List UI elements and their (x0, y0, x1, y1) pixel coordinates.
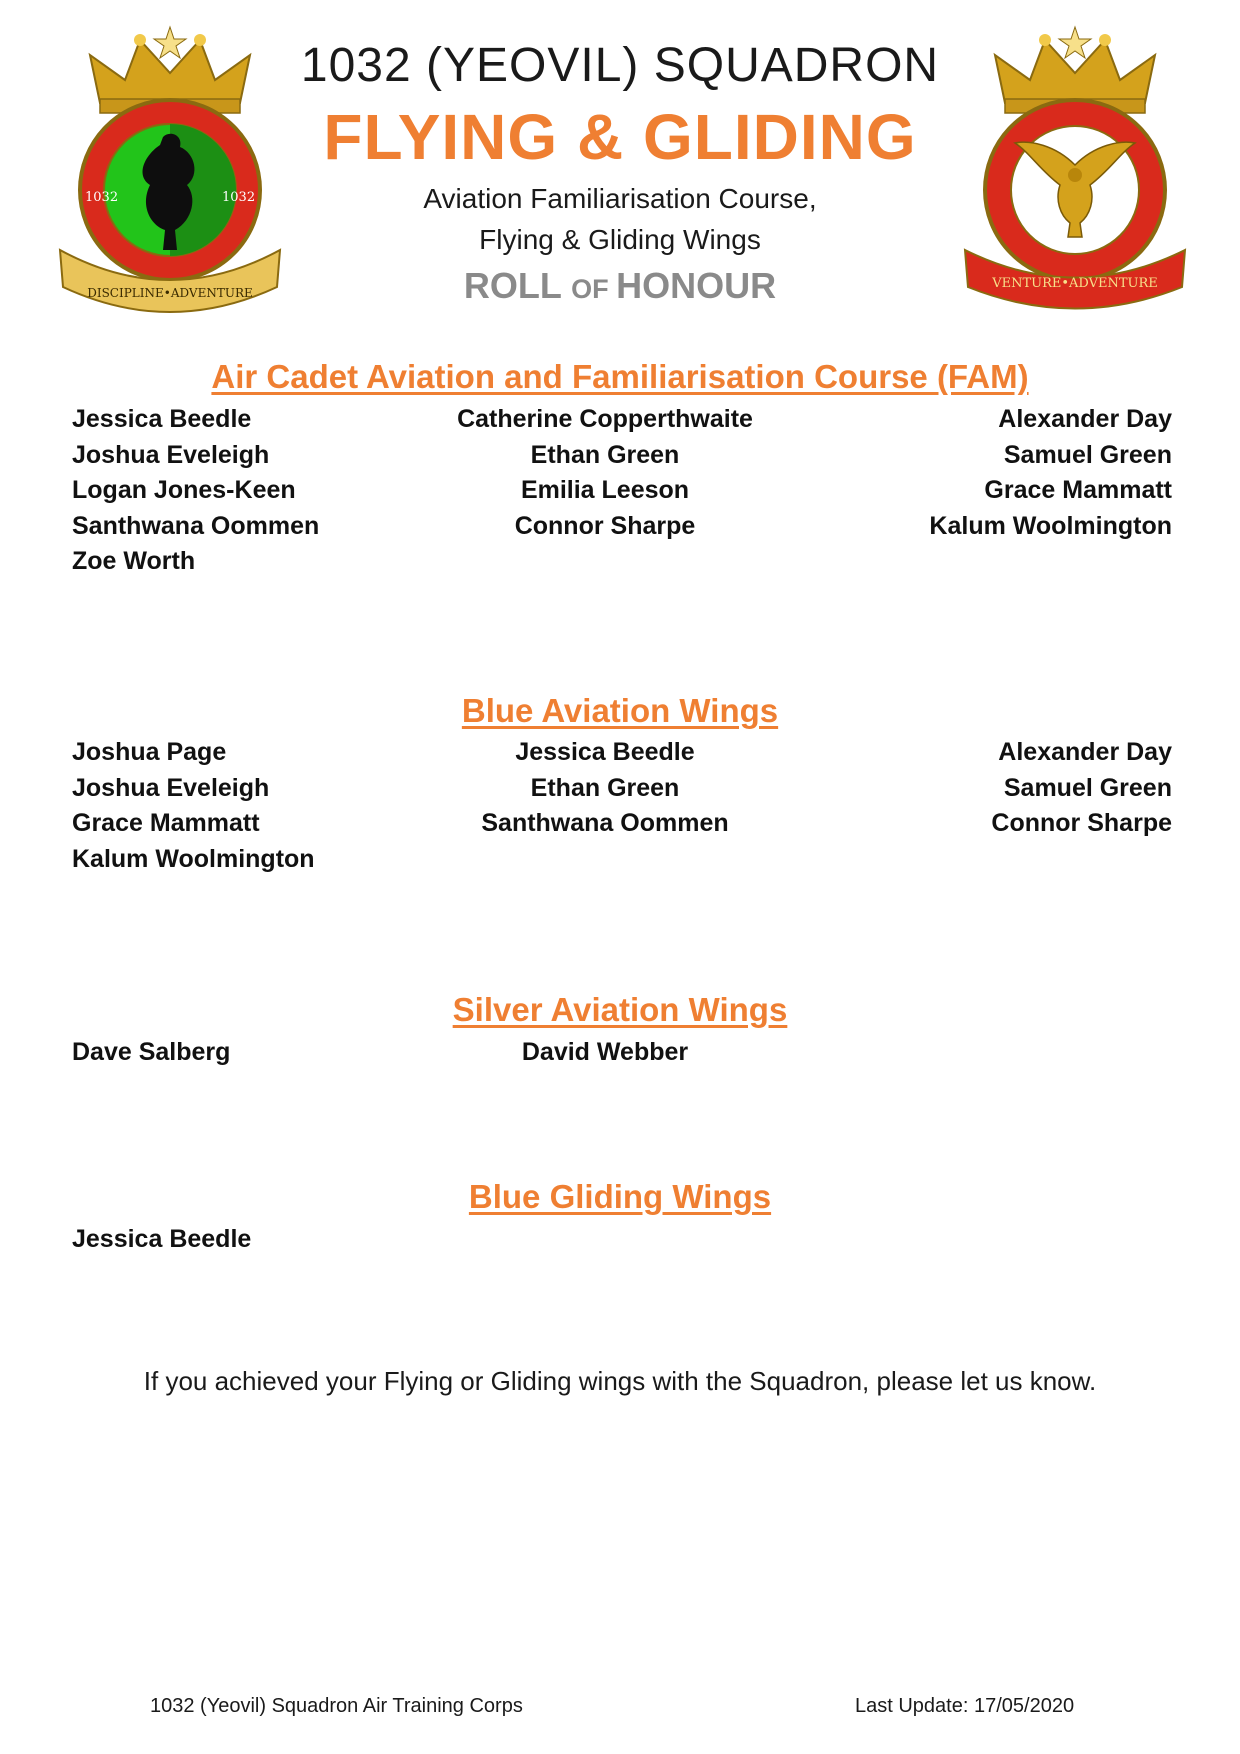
honour-name: Kalum Woolmington (72, 844, 315, 873)
honour-name: Alexander Day (998, 738, 1172, 766)
silver-aviation-left-column (72, 1035, 432, 1071)
fam-right-column (820, 402, 1172, 544)
honour-name: Zoe Worth (72, 547, 196, 575)
honour-name: Emilia Leeson (520, 476, 690, 504)
honour-name: Samuel Green (1003, 773, 1172, 802)
blue-gliding-left-column (72, 1222, 432, 1258)
svg-text:DISCIPLINE•ADVENTURE: DISCIPLINE•ADVENTURE (87, 286, 253, 300)
corps-badge-right (960, 25, 1190, 325)
honour-name: Jessica Beedle (72, 405, 252, 433)
main-title: FLYING & GLIDING (323, 101, 917, 173)
honour-name: Santhwana Oommen (72, 511, 320, 540)
svg-text:1032: 1032 (85, 190, 119, 205)
subtitle-line-1: Aviation Familiarisation Course, (423, 183, 817, 214)
honour-name: Ethan Green (530, 773, 680, 802)
page-header (300, 36, 940, 313)
honour-name: Alexander Day (998, 405, 1172, 433)
squadron-title: 1032 (YEOVIL) SQUADRON (300, 39, 940, 92)
squadron-badge-left (55, 25, 285, 325)
footer-last-update: Last Update: 17/05/2020 (855, 1695, 1075, 1717)
honour-name: Kalum Woolmington (929, 511, 1172, 540)
honour-name: Joshua Eveleigh (72, 773, 270, 802)
fam-heading: Air Cadet Aviation and Familiarisation Course (FAM) (211, 358, 1029, 395)
fam-mid-column (420, 402, 790, 544)
honour-name: Connor Sharpe (991, 809, 1172, 837)
honour-name: Ethan Green (530, 440, 680, 469)
svg-text:1032: 1032 (222, 190, 256, 205)
blue-aviation-heading: Blue Aviation Wings (461, 692, 779, 729)
honour-name: Grace Mammatt (72, 809, 260, 837)
footer-organisation: 1032 (Yeovil) Squadron Air Training Corps (150, 1695, 523, 1717)
honour-name: Catherine Copperthwaite (457, 405, 753, 433)
fam-left-column (72, 402, 432, 580)
honour-name: Santhwana Oommen (481, 809, 729, 837)
blue-aviation-right-column (820, 735, 1172, 842)
contact-note: If you achieved your Flying or Gliding wings with the Squadron, please let us know. (143, 1366, 1097, 1396)
honour-name: Grace Mammatt (984, 476, 1172, 504)
eagle-crest-icon (960, 25, 1190, 325)
honour-name: Samuel Green (1003, 440, 1172, 469)
svg-text:VENTURE•ADVENTURE: VENTURE•ADVENTURE (992, 276, 1158, 291)
roll-of-honour-title (300, 262, 940, 313)
honour-name: Joshua Page (72, 738, 227, 766)
honour-name: Jessica Beedle (515, 738, 695, 766)
honour-word: HONOUR (616, 265, 777, 306)
roll-word: ROLL (463, 265, 572, 306)
blue-aviation-mid-column (420, 735, 790, 842)
blue-gliding-heading: Blue Gliding Wings (468, 1178, 772, 1215)
eagle-crest-icon (55, 25, 285, 325)
silver-aviation-mid-column (420, 1035, 790, 1071)
honour-name: Jessica Beedle (72, 1225, 252, 1253)
of-word: OF (571, 274, 617, 304)
honour-name: Connor Sharpe (514, 511, 696, 540)
silver-aviation-heading: Silver Aviation Wings (452, 991, 788, 1028)
honour-name: Dave Salberg (72, 1038, 231, 1066)
subtitle-line-2: Flying & Gliding Wings (479, 224, 761, 255)
honour-name: Logan Jones-Keen (72, 476, 296, 504)
honour-name: Joshua Eveleigh (72, 440, 270, 469)
blue-aviation-left-column (72, 735, 432, 877)
honour-name: David Webber (521, 1038, 689, 1066)
